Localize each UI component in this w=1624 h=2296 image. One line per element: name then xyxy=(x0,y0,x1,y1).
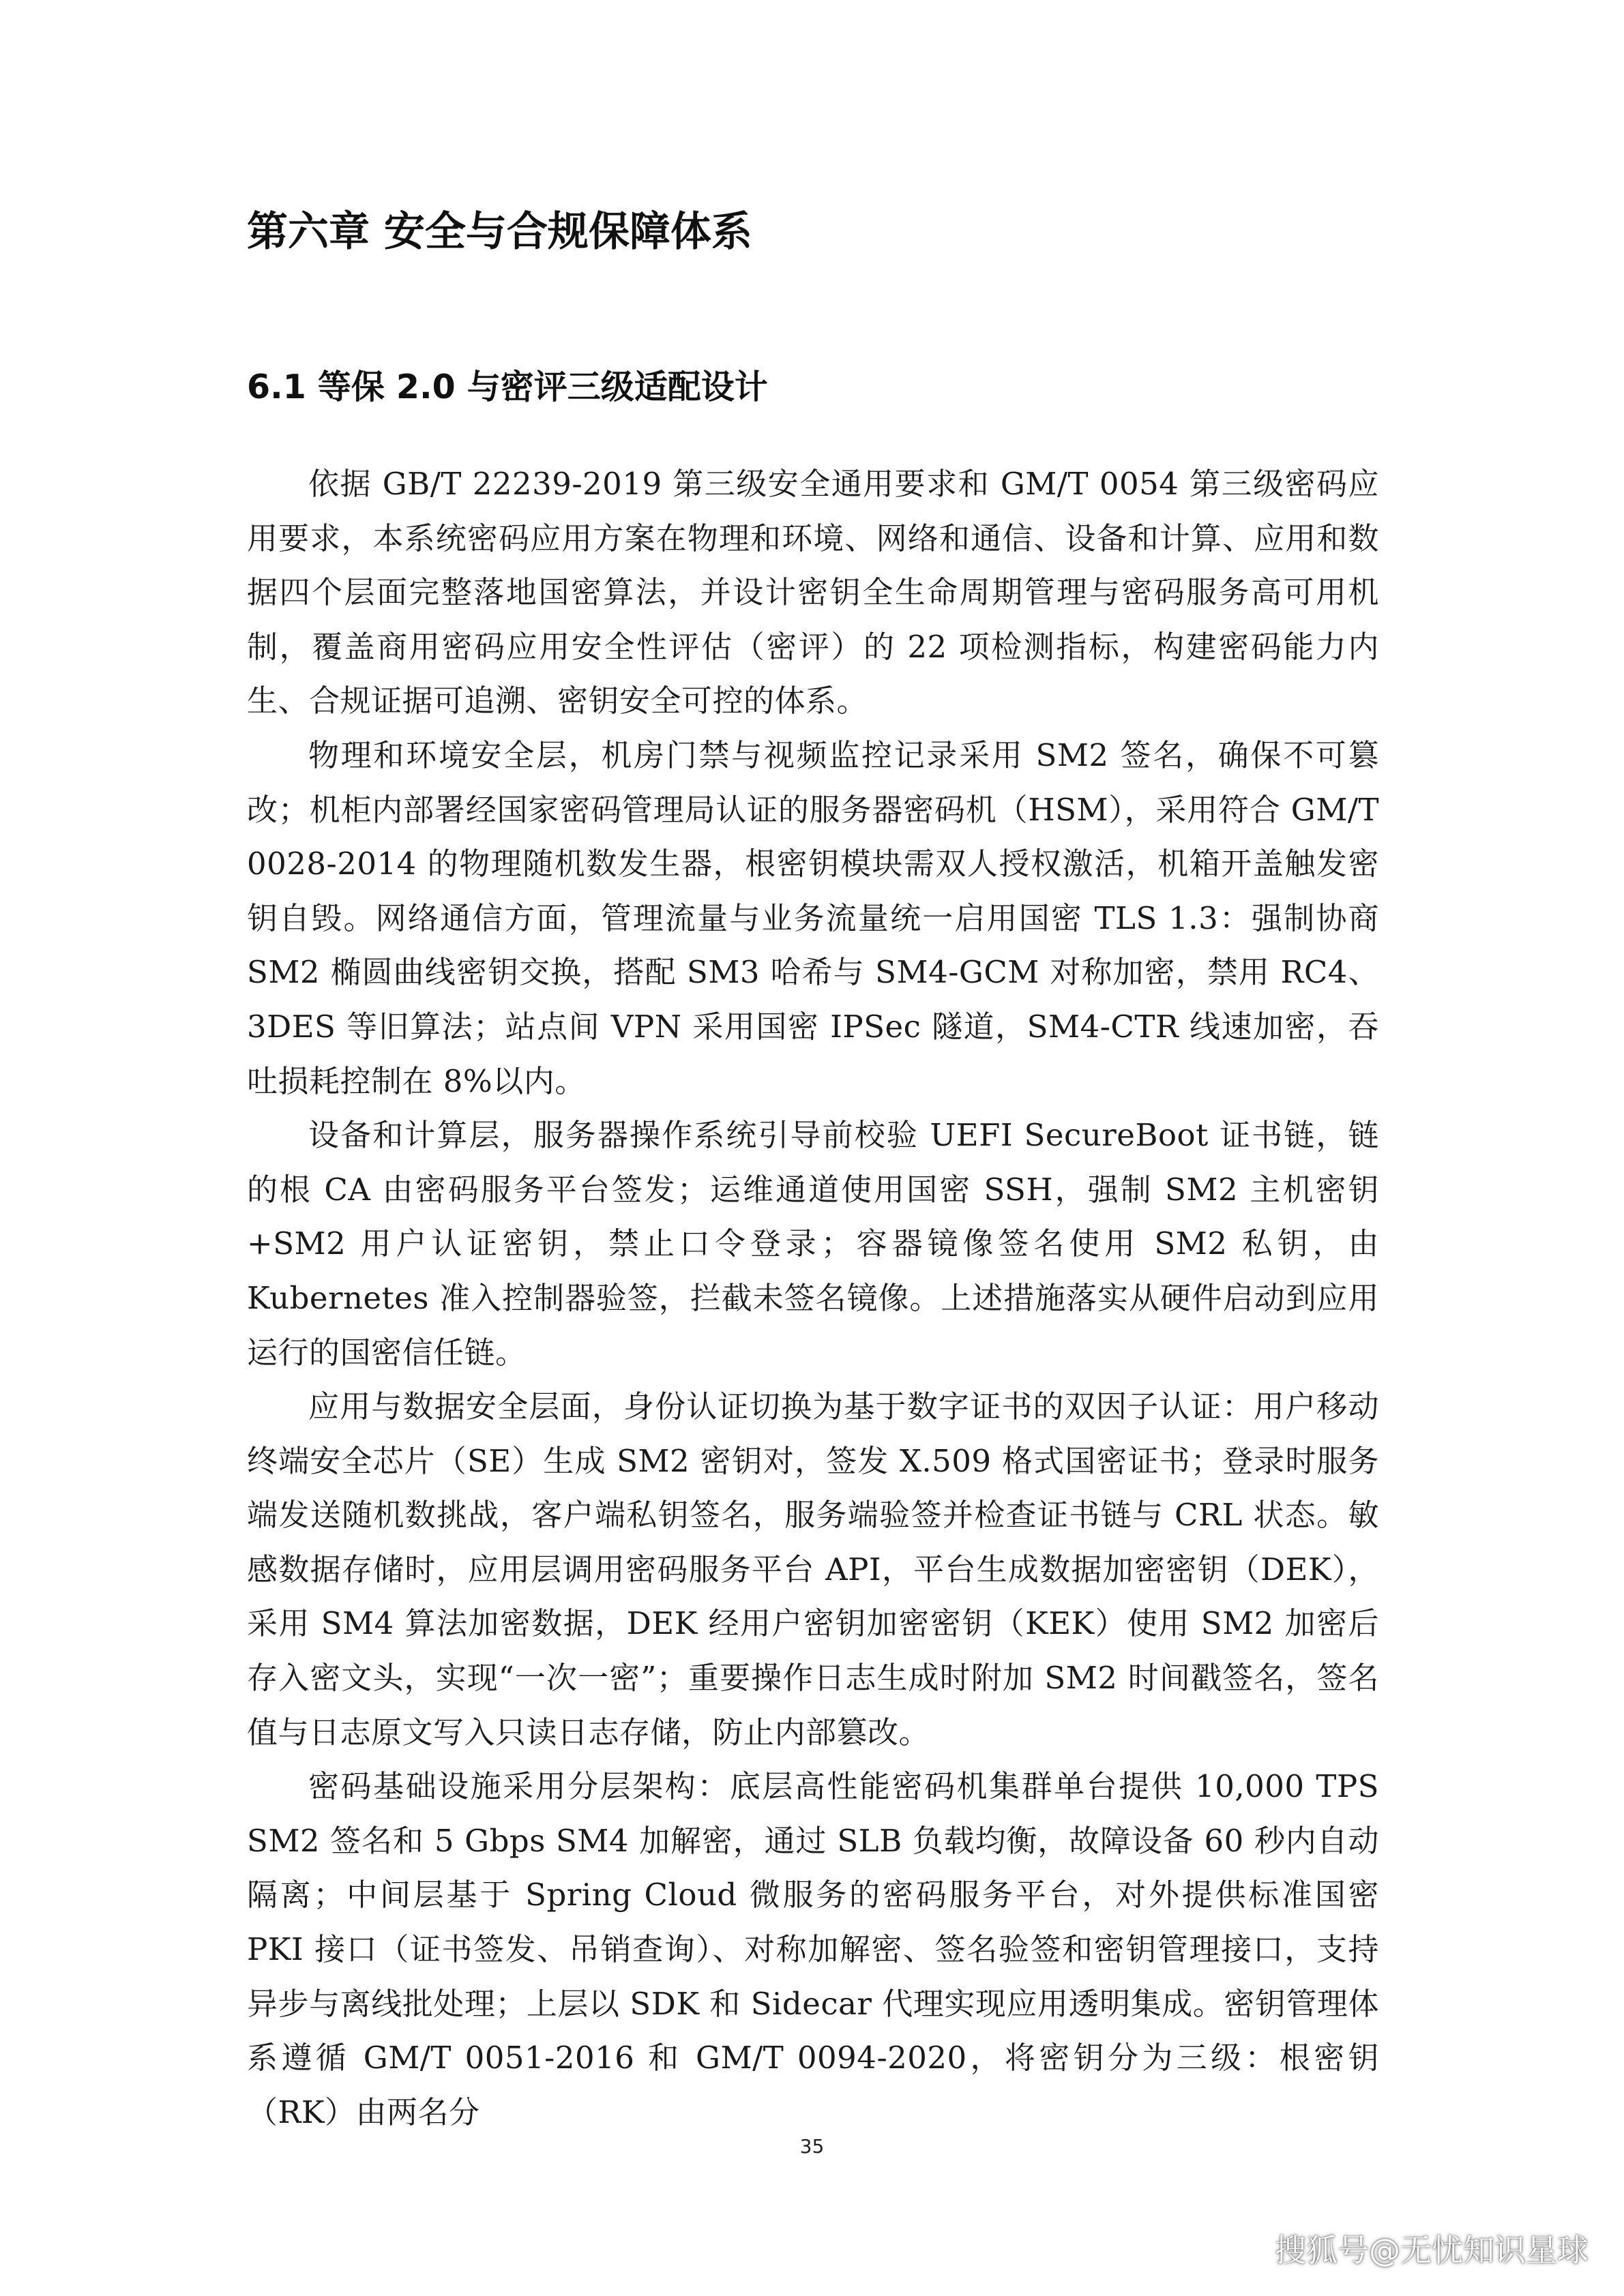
paragraph: 设备和计算层，服务器操作系统引导前校验 UEFI SecureBoot 证书链，链的根 CA 由密码服务平台签发；运维通道使用国密 SSH，强制 SM2 主机密钥+SM2 用户认证密钥，禁止口令登录；容器镜像签名使用 SM2 私钥，由 Kubernetes 准入控制器验签，拦截未签名镜像。上述措施落实从硬件启动到应用运行的国密信任链。 xyxy=(247,1117,1379,1371)
page-number: 35 xyxy=(799,2135,825,2158)
body-text xyxy=(247,457,1379,2139)
section-title: 6.1 等保 2.0 与密评三级适配设计 xyxy=(247,368,768,406)
paragraph: 依据 GB/T 22239-2019 第三级安全通用要求和 GM/T 0054 第三级密码应用要求，本系统密码应用方案在物理和环境、网络和通信、设备和计算、应用和数据四个层面完整落地国密算法，并设计密钥全生命周期管理与密码服务高可用机制，覆盖商用密码应用安全性评估（密评）的 22 项检测指标，构建密码能力内生、合规证据可追溯、密钥安全可控的体系。 xyxy=(247,466,1379,719)
paragraph: 应用与数据安全层面，身份认证切换为基于数字证书的双因子认证：用户移动终端安全芯片（SE）生成 SM2 密钥对，签发 X.509 格式国密证书；登录时服务端发送随机数挑战，客户端私钥签名，服务端验签并检查证书链与 CRL 状态。敏感数据存储时，应用层调用密码服务平台 API，平台生成数据加密密钥（DEK），采用 SM4 算法加密数据，DEK 经用户密钥加密密钥（KEK）使用 SM2 加密后存入密文头，实现“一次一密”；重要操作日志生成时附加 SM2 时间戳签名，签名值与日志原文写入只读日志存储，防止内部篡改。 xyxy=(247,1388,1380,1750)
watermark: 搜狐号@无忧知识星球 xyxy=(1275,2232,1589,2269)
paragraph: 密码基础设施采用分层架构：底层高性能密码机集群单台提供 10,000 TPS SM2 签名和 5 Gbps SM4 加解密，通过 SLB 负载均衡，故障设备 60 秒内自动隔离；中间层基于 Spring Cloud 微服务的密码服务平台，对外提供标准国密 PKI 接口（证书签发、吊销查询）、对称加解密、签名验签和密钥管理接口，支持异步与离线批处理；上层以 SDK 和 Sidecar 代理实现应用透明集成。密钥管理体系遵循 GM/T 0051-2016 和 GM/T 0094-2020，将密钥分为三级：根密钥（RK）由两名分 xyxy=(247,1768,1379,2130)
chapter-title: 第六章 安全与合规保障体系 xyxy=(247,208,752,256)
paragraph: 物理和环境安全层，机房门禁与视频监控记录采用 SM2 签名，确保不可篡改；机柜内部署经国家密码管理局认证的服务器密码机（HSM），采用符合 GM/T 0028-2014 的物理随机数发生器，根密钥模块需双人授权激活，机箱开盖触发密钥自毁。网络通信方面，管理流量与业务流量统一启用国密 TLS 1.3：强制协商 SM2 椭圆曲线密钥交换，搭配 SM3 哈希与 SM4-GCM 对称加密，禁用 RC4、3DES 等旧算法；站点间 VPN 采用国密 IPSec 隧道，SM4-CTR 线速加密，吞吐损耗控制在 8%以内。 xyxy=(247,736,1379,1099)
